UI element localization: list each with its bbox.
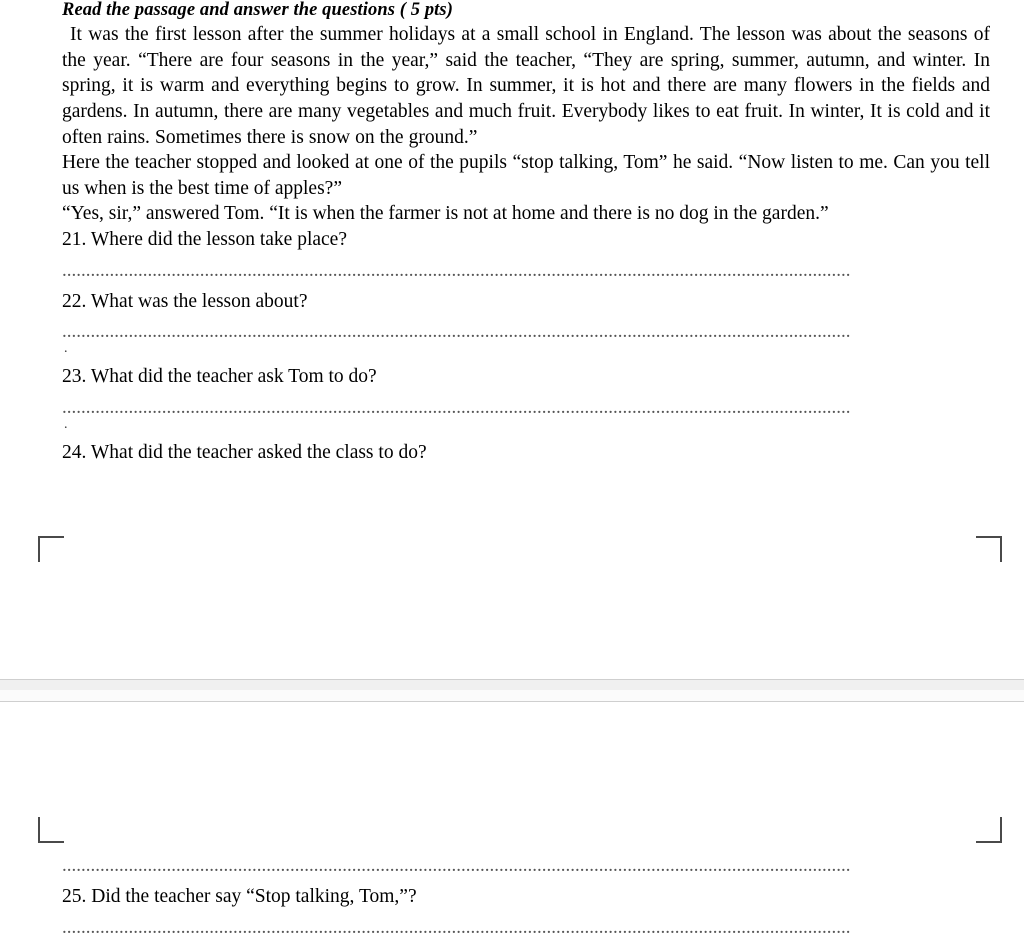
passage-paragraph-3: “Yes, sir,” answered Tom. “It is when the farmer is not at home and there is no dog in the garden.” [62, 203, 829, 225]
question-21: 21. Where did the lesson take place? [62, 229, 347, 251]
passage-paragraph-2: Here the teacher stopped and looked at one of the pupils “stop talking, Tom” he said. “Now listen to me. Can you tell us when is the best time of apples?” [62, 152, 990, 199]
answer-line-23[interactable]: ...................................................................................................................................................................... [62, 397, 851, 418]
question-24: 24. What did the teacher asked the class to do? [62, 441, 427, 463]
answer-line-21[interactable]: ...................................................................................................................................................................... [62, 260, 851, 281]
question-25: 25. Did the teacher say “Stop talking, Tom,”? [62, 886, 417, 907]
stray-mark-1: . [64, 341, 68, 357]
answer-line-22[interactable]: ...................................................................................................................................................................... [62, 322, 851, 343]
answer-line-25[interactable]: ...................................................................................................................................................................... [62, 917, 851, 938]
crop-mark-bottom-right-icon [976, 817, 1002, 843]
crop-mark-top-right-icon [976, 536, 1002, 562]
page-separator [0, 679, 1024, 702]
crop-mark-top-left-icon [38, 536, 64, 562]
crop-mark-bottom-left-icon [38, 817, 64, 843]
answer-line-24[interactable]: ...................................................................................................................................................................... [62, 856, 851, 876]
document-page-2 [0, 702, 1024, 938]
question-23: 23. What did the teacher ask Tom to do? [62, 366, 377, 388]
question-22: 22. What was the lesson about? [62, 290, 308, 312]
passage-paragraph-1: It was the first lesson after the summer holidays at a small school in England. The lesson was about the seasons of the year. “There are four seasons in the year,” said the teacher, “They are spring, summer, autumn, and winter. In spring, it is warm and everything begins to grow. In summer, it is hot and there are many flowers in the fields and gardens. In autumn, there are many vegetables and much fruit. Everybody likes to eat fruit. In winter, It is cold and it often rains. Sometimes there is snow on the ground.” [62, 24, 990, 148]
stray-mark-2: . [64, 416, 68, 432]
page-title: Read the passage and answer the questions ( 5 pts) [62, 0, 453, 20]
